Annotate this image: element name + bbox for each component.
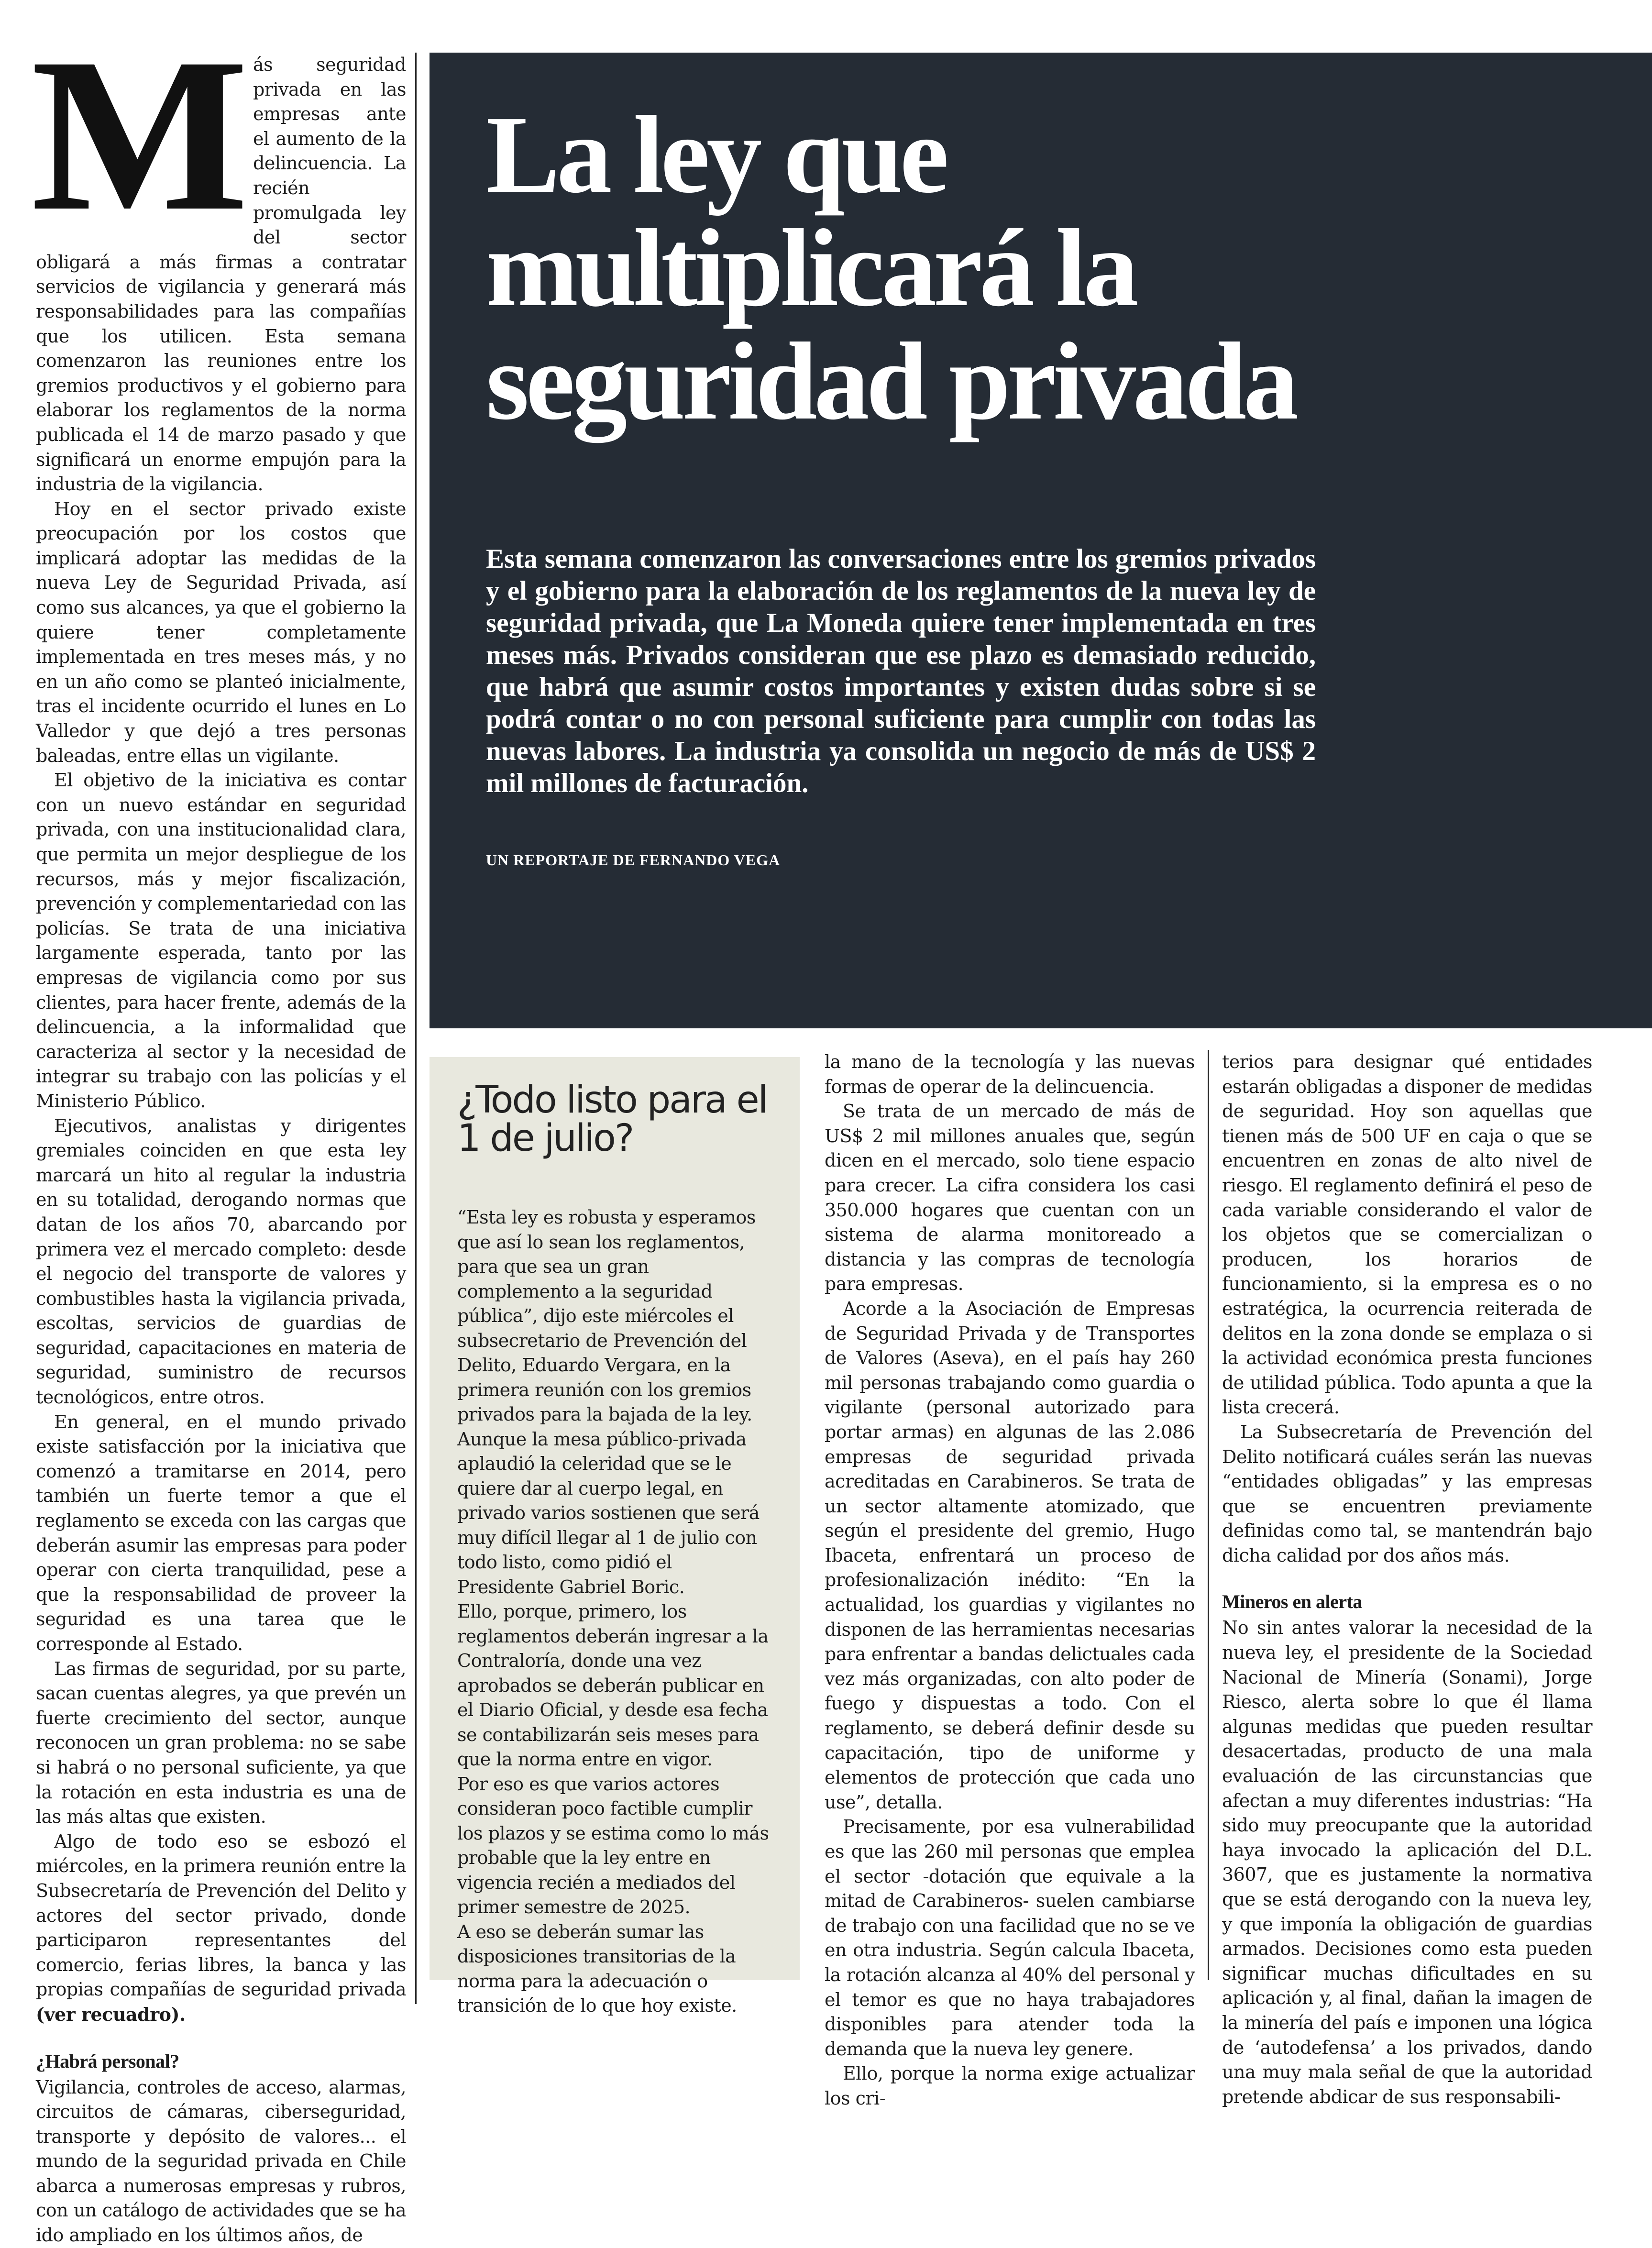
column-divider [415, 53, 417, 2004]
paragraph: La Subsecretaría de Prevención del Delito notificará cuáles serán las nuevas “entidades obligadas” y las empresas que se encuentren previamente definidas como tal, se mantendrán bajo dicha calidad por dos años más. [1222, 1421, 1592, 1566]
paragraph: Las firmas de seguridad, por su parte, sacan cuentas alegres, ya que prevén un fuerte crecimiento del sector, aunque reconocen un gran problema: no se sabe si habrá o no personal suficiente, ya que la rotación en esta industria es una de las más altas que existen. [36, 1658, 406, 1828]
subheading-personal: ¿Habrá personal? [36, 2050, 179, 2072]
deck: Esta semana comenzaron las conversaciones entre los gremios privados y el gobierno para la elaboración de los reglamentos de la nueva ley de seguridad privada, que La Moneda quiere tener implementada en tres meses más. Privados consideran que ese plazo es demasiado reducido, que habrá que asumir costos importantes y existen dudas sobre si se podrá contar o no con personal suficiente para cumplir con todas las nuevas labores. La industria ya consolida un negocio de más de US$ 2 mil millones de facturación. [486, 544, 1316, 798]
paragraph: Acorde a la Asociación de Empresas de Seguridad Privada y de Transportes de Valores (Aseva), en el país hay 260 mil personas trabajando como guardia o vigilante (personal autorizado para portar armas) en algunas de las 2.086 empresas de seguridad privada acreditadas en Carabineros. Se trata de un sector altamente atomizado, que según el presidente del gremio, Hugo Ibaceta, enfrentará un proceso de profesionalización inédito: “En la actualidad, los guardias y vigilantes no disponen de las herramientas necesarias para enfrentar a bandas delictuales cada vez más organizadas, con alto poder de fuego y dispuestas a todo. Con el reglamento, se deberá definir desde su capacitación, tipo de uniforme y elementos de protección que cada uno use”, detalla. [825, 1298, 1195, 1813]
headline [486, 93, 1296, 443]
see-box-reference: (ver recuadro). [36, 2003, 186, 2025]
paragraph-text: Algo de todo eso se esbozó el miércoles, en la primera reunión entre la Subsecretaría de Prevención del Delito y actores del sector privado, donde participaron representantes del comercio, ferias libres, la banca y las propias compañías de seguridad privada [36, 1830, 406, 2000]
paragraph: Por eso es que varios actores consideran poco factible cumplir los plazos y se estima como lo más probable que la ley entre en vigencia recién a mediados del primer semestre de 2025. [457, 1773, 769, 1917]
paragraph: ás seguridad privada en las empresas ante el aumento de la delincuencia. La recién promulgada ley del sector obligará a más firmas a contratar servicios de vigilancia y generará más responsabilidades para las compañías que los utilicen. Esta semana comenzaron las reuniones entre los gremios productivos y el gobierno para elaborar los reglamentos de la norma publicada el 14 de marzo pasado y que significará un enorme empujón para la industria de la vigilancia. [36, 54, 406, 495]
paragraph: Ello, porque la norma exige actualizar los cri- [825, 2063, 1195, 2109]
column-divider [1208, 1050, 1209, 1980]
box-title: ¿Todo listo para el 1 de julio? [457, 1079, 767, 1160]
paragraph: Hoy en el sector privado existe preocupación por los costos que implicará adoptar las medidas de la nueva Ley de Seguridad Privada, así como sus alcances, ya que el gobierno la quiere tener completamente implementada en tres meses más, y no en un año como se planteó inicialmente, tras el incidente ocurrido el lunes en Lo Valledor y que dejó a tres personas baleadas, entre ellas un vigilante. [36, 498, 406, 766]
article-column-4 [1222, 1050, 1592, 2109]
article-column-3 [825, 1050, 1195, 2111]
paragraph: Ejecutivos, analistas y dirigentes gremiales coinciden en que esta ley marcará un hito al regular la industria en su totalidad, derogando normas que datan de los años 70, abarcando por primera vez el mercado completo: desde el negocio del transporte de valores y combustibles hasta la vigilancia privada, escoltas, servicios de guardias de seguridad, capacitaciones en materia de seguridad, suministro de recursos tecnológicos, entre otros. [36, 1115, 406, 1408]
paragraph: terios para designar qué entidades estarán obligadas a disponer de medidas de seguridad. Hoy son aquellas que tienen más de 500 UF en caja o que se encuentren en zonas de alto nivel de riesgo. El reglamento definirá el peso de cada variable considerando el valor de los objetos que se comercializan o producen, los horarios de funcionamiento, si la empresa es o no estratégica, la ocurrencia reiterada de delitos en la zona donde se emplaza o si la actividad económica presta funciones de utilidad pública. Todo apunta a que la lista crecerá. [1222, 1051, 1592, 1418]
paragraph: Vigilancia, controles de acceso, alarmas, circuitos de cámaras, ciberseguridad, transporte y depósito de valores... el mundo de la seguridad privada en Chile abarca a numerosas empresas y rubros, con un catálogo de actividades que se ha ido ampliado en los últimos años, de [36, 2076, 406, 2246]
headline-line: La ley que [486, 93, 946, 216]
paragraph: A eso se deberán sumar las disposiciones transitorias de la norma para la adecuación o transición de lo que hoy existe. [457, 1921, 737, 2016]
subheading-mineros: Mineros en alerta [1222, 1591, 1362, 1613]
paragraph: En general, en el mundo privado existe satisfacción por la iniciativa que comenzó a tramitarse en 2014, pero también un fuerte temor a que el reglamento se exceda con las cargas que deberán asumir las empresas para poder operar con cierta tranquilidad, pese a que la responsabilidad de proveer la seguridad es una tarea que le corresponde al Estado. [36, 1411, 406, 1654]
paragraph [36, 1829, 406, 2028]
paragraph: Precisamente, por esa vulnerabilidad es que las 260 mil personas que emplea el sector -dotación que equivale a la mitad de Carabineros- suelen cambiarse de trabajo con una facilidad que no se ve en otra industria. Según calcula Ibaceta, la rotación alcanza al 40% del personal y el temor es que no haya trabajadores disponibles para atender toda la demanda que la nueva ley genere. [825, 1816, 1195, 2060]
paragraph: Ello, porque, primero, los reglamentos deberán ingresar a la Contraloría, donde una vez aprobados se deberán publicar en el Diario Oficial, y desde esa fecha se contabilizarán seis meses para que la norma entre en vigor. [457, 1601, 769, 1770]
box-body [457, 1205, 773, 2018]
paragraph: la mano de la tecnología y las nuevas formas de operar de la delincuencia. [825, 1051, 1195, 1097]
byline: UN REPORTAJE DE FERNANDO VEGA [486, 851, 781, 869]
sidebar-box [430, 1057, 800, 2016]
hero-block [430, 53, 1652, 1028]
paragraph: El objetivo de la iniciativa es contar con un nuevo estándar en seguridad privada, con una institucionalidad clara, que permita un mejor despliegue de los recursos, más y mejor fiscalización, prevención y complementariedad con las policías. Se trata de una iniciativa largamente esperada, tanto por las empresas de vigilancia como por sus clientes, para hacer frente, además de la delincuencia, a la informalidad que caracteriza al sector y la necesidad de integrar su trabajo con las policías y el Ministerio Público. [36, 770, 406, 1112]
paragraph: “Esta ley es robusta y esperamos que así lo sean los reglamentos, para que sea un gran complemento a la seguridad pública”, dijo este miércoles el subsecretario de Prevención del Delito, Eduardo Vergara, en la primera reunión con los gremios privados para la bajada de la ley. [457, 1207, 756, 1425]
headline-line: seguridad privada [486, 320, 1296, 443]
paragraph: No sin antes valorar la necesidad de la nueva ley, el presidente de la Sociedad Nacional de Minería (Sonami), Jorge Riesco, alerta sobre lo que él llama algunas medidas que pueden resultar desacertadas, producto de una mala evaluación de las circunstancias que afectan a muy diferentes industrias: “Ha sido muy preocupante que la autoridad haya invocado la aplicación del D.L. 3607, que es justamente la normativa que se está derogando con la nueva ley, y que imponía la obligación de guardias armados. Decisiones como esta pueden significar muchas dificultades en su aplicación y, al final, dañan la imagen de la minería del país e imponen una lógica de ‘autodefensa’ a los privados, dando una muy mala señal de que la autoridad pretende abdicar de sus responsabili- [1222, 1617, 1592, 2107]
headline-line: multiplicará la [486, 207, 1135, 330]
drop-cap: M [31, 12, 242, 256]
paragraph: Se trata de un mercado de más de US$ 2 mil millones anuales que, según dicen en el mercado, solo tiene espacio para crecer. La cifra considera los casi 350.000 hogares que cuentan con un sistema de alarma monitoreado a distancia y las compras de tecnología para empresas. [825, 1101, 1195, 1295]
paragraph: Aunque la mesa público-privada aplaudió la celeridad que se le quiere dar al cuerpo legal, en privado varios sostienen que será muy difícil llegar al 1 de julio con todo listo, como pidió el Presidente Gabriel Boric. [457, 1428, 760, 1598]
article-column-1 [31, 12, 406, 2248]
